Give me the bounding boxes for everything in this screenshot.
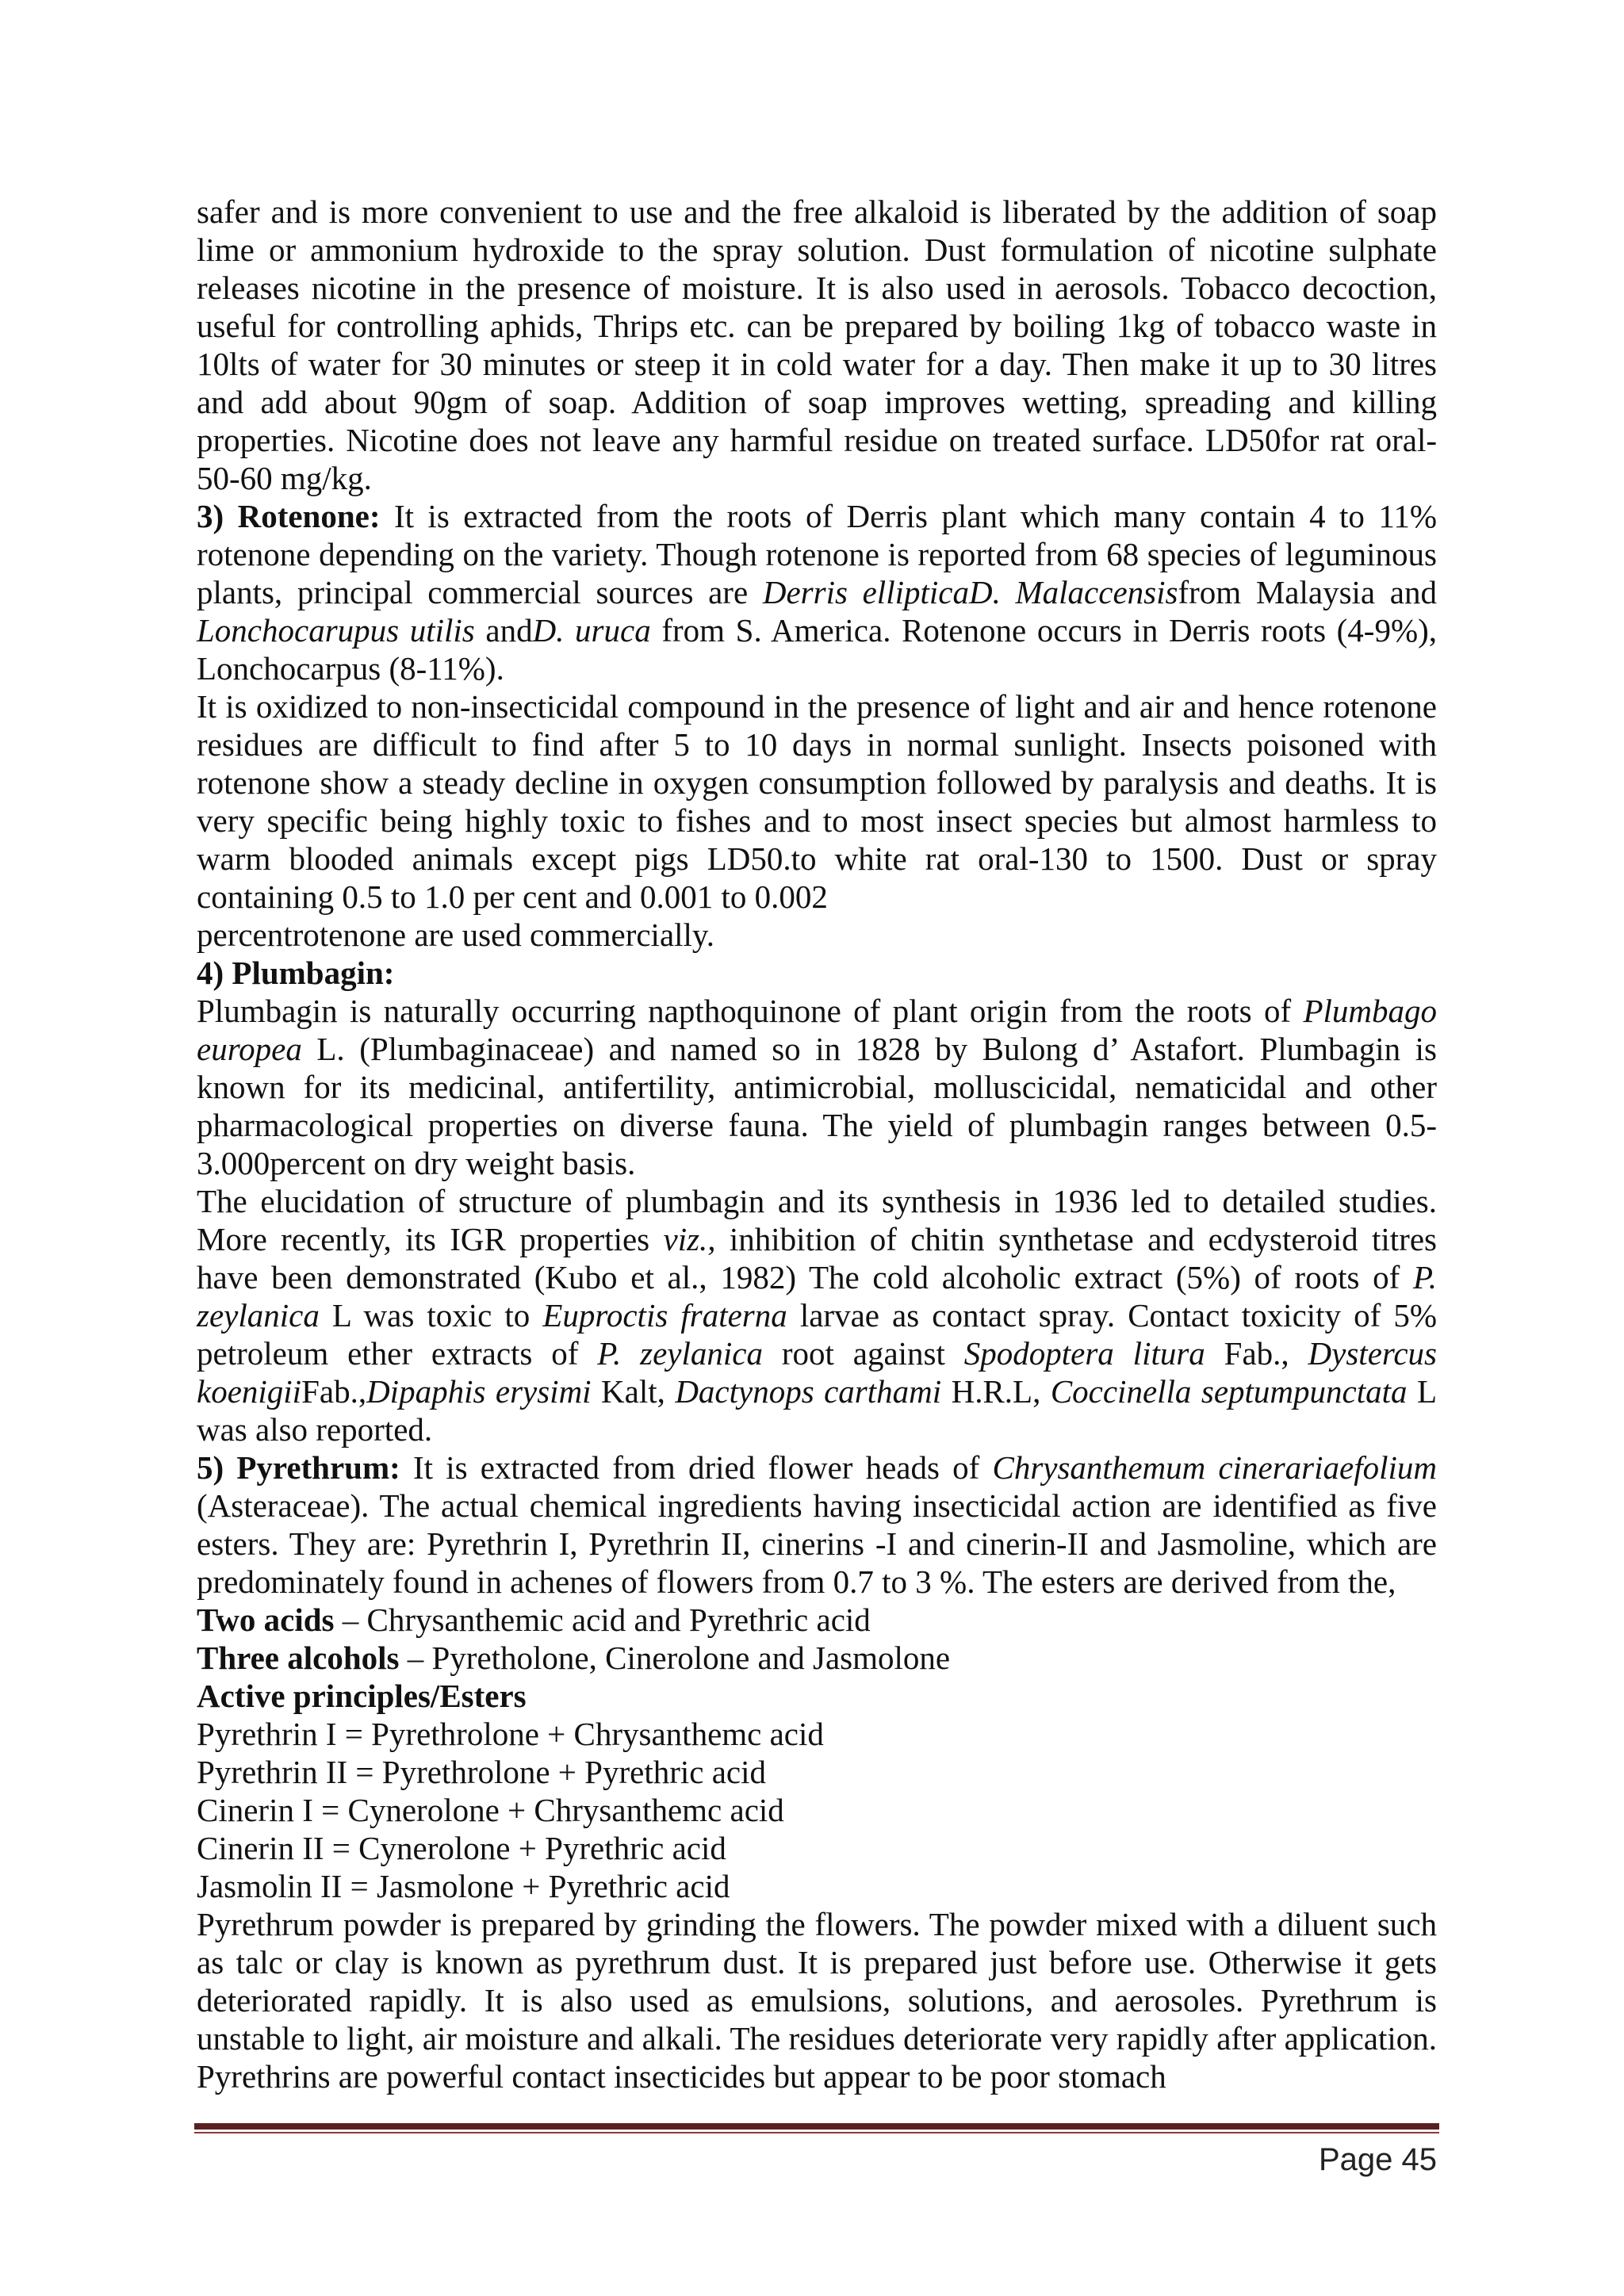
paragraph-plumbagin-studies [197,1182,1437,1448]
paragraph-rotenone-commercial: percentrotenone are used commercially. [197,916,715,953]
text-segment: L was also reported. [197,1373,1438,1448]
italic-species: Lonchocarupus utilis [197,612,475,649]
text-segment: – Chrysanthemic acid and Pyrethric acid [334,1601,871,1638]
footer-divider [194,2123,1439,2130]
italic-species: Plumbago europea [197,993,1437,1067]
paragraph-rotenone-oxidation: It is oxidized to non-insecticidal compound in the presence of light and air and hence rotenone residues are difficult to find after 5 to 10 days in normal sunlight. Insects poisoned with rotenone show a steady decline in oxygen consumption followed by paralysis and deaths. It is very specific being highly toxic to fishes and to most insect species but almost harmless to warm blooded animals except pigs LD50.to white rat oral-130 to 1500. Dust or spray containing 0.5 to 1.0 per cent and 0.001 to 0.002 [197,688,1437,915]
label-two-acids: Two acids [197,1601,335,1638]
italic-species: Chrysanthemum cinerariaefolium [992,1449,1437,1486]
text-segment: Fab., [301,1373,367,1410]
text-segment: from S. America. Rotenone occurs in Derris roots (4-9%), Lonchocarpus (8-11%). [197,612,1438,687]
paragraph-plumbagin-origin [197,992,1437,1182]
text-segment: Kalt, [591,1373,676,1410]
text-segment: The elucidation of structure of plumbagin and its synthesis in 1936 led to detailed studies. More recently, its IGR properties [197,1183,1437,1257]
text-segment: from Malaysia and [1178,574,1438,610]
text-segment: Fab., [1205,1335,1308,1372]
page-body [197,193,1437,2095]
italic-species: Derris ellipticaD. Malaccensis [762,574,1178,610]
paragraph-nicotine: safer and is more convenient to use and the free alkaloid is liberated by the addition of soap lime or ammonium hydroxide to the spray solution. Dust formulation of nicotine sulphate releases nicotine in the presence of moisture. It is also used in aerosols. Tobacco decoction, useful for controlling aphids, Thrips etc. can be prepared by boiling 1kg of tobacco waste in 10lts of water for 30 minutes or steep it in cold water for a day. Then make it up to 30 litres and add about 90gm of soap. Addition of soap improves wetting, spreading and killing properties. Nicotine does not leave any harmful residue on treated surface. LD50for rat oral-50-60 mg/kg. [197,193,1437,496]
text-segment: and [474,612,533,649]
heading-active-principles: Active principles/Esters [197,1678,527,1714]
text-segment: – Pyretholone, Cinerolone and Jasmolone [399,1640,951,1676]
footer-divider-thin [194,2132,1439,2133]
ester-line: Cinerin II = Cynerolone + Pyrethric acid [197,1830,726,1866]
italic-species: Euproctis fraterna [542,1297,787,1334]
page-number: Page 45 [1318,2142,1437,2177]
text-segment: inhibition of chitin synthetase and ecdysteroid titres have been demonstrated (Kubo et al., 1982) The cold alcoholic extract (5%) of roots of [197,1221,1437,1295]
text-segment: It is extracted from the roots of Derris plant which many contain 4 to 11% rotenone depending on the variety. Though rotenone is reported from 68 species of leguminous plants, principal commercial sources are [197,498,1437,610]
italic-term: viz., [663,1221,716,1257]
text-segment: H.R.L, [941,1373,1051,1410]
text-segment: (Asteraceae). The actual chemical ingredients having insecticidal action are identified as five esters. They are: Pyrethrin I, Pyrethrin II, cinerins -I and cinerin-II and Jasmoline, which are predominately found in achenes of flowers from 0.7 to 3 %. The esters are derived from the, [197,1487,1437,1600]
text-segment: Plumbagin is naturally occurring napthoquinone of plant origin from the roots of [197,993,1304,1029]
paragraph-rotenone [197,497,1437,687]
italic-species: Coccinella septumpunctata [1050,1373,1408,1410]
paragraph-pyrethrum-powder: Pyrethrum powder is prepared by grinding the flowers. The powder mixed with a diluent such as talc or clay is known as pyrethrum dust. It is prepared just before use. Otherwise it gets deteriorated rapidly. It is also used as emulsions, solutions, and aerosoles. Pyrethrum is unstable to light, air moisture and alkali. The residues deteriorate very rapidly after application. Pyrethrins are powerful contact insecticides but appear to be poor stomach [197,1906,1437,2095]
paragraph-pyrethrum [197,1448,1437,1601]
italic-species: Dactynops carthami [675,1373,942,1410]
heading-pyrethrum: 5) Pyrethrum: [197,1449,400,1486]
ester-line: Pyrethrin II = Pyrethrolone + Pyrethric acid [197,1754,767,1790]
italic-species: P. zeylanica [197,1259,1437,1334]
line-two-acids [197,1601,1437,1639]
italic-species: Dipaphis erysimi [366,1373,592,1410]
italic-species: Dystercus koenigii [197,1335,1437,1410]
italic-species: Spodoptera litura [963,1335,1205,1372]
italic-species: P. zeylanica [597,1335,763,1372]
heading-rotenone: 3) Rotenone: [197,498,381,534]
heading-plumbagin: 4) Plumbagin: [197,955,395,991]
line-three-alcohols [197,1639,1437,1677]
text-segment: root against [762,1335,964,1372]
text-segment: larvae as contact spray. Contact toxicity of 5% petroleum ether extracts of [197,1297,1438,1372]
ester-line: Jasmolin II = Jasmolone + Pyrethric acid [197,1868,730,1904]
italic-species: D. uruca [532,612,651,649]
ester-line: Cinerin I = Cynerolone + Chrysanthemc acid [197,1792,784,1828]
text-segment: L was toxic to [319,1297,543,1334]
text-segment: It is extracted from dried flower heads of [400,1449,993,1486]
ester-line: Pyrethrin I = Pyrethrolone + Chrysanthemc acid [197,1716,824,1752]
label-three-alcohols: Three alcohols [197,1640,400,1676]
text-segment: L. (Plumbaginaceae) and named so in 1828 by Bulong d’ Astafort. Plumbagin is known for its medicinal, antifertility, antimicrobial, molluscicidal, nematicidal and other pharmacological properties on diverse fauna. The yield of plumbagin ranges between 0.5-3.000percent on dry weight basis. [197,1031,1437,1181]
